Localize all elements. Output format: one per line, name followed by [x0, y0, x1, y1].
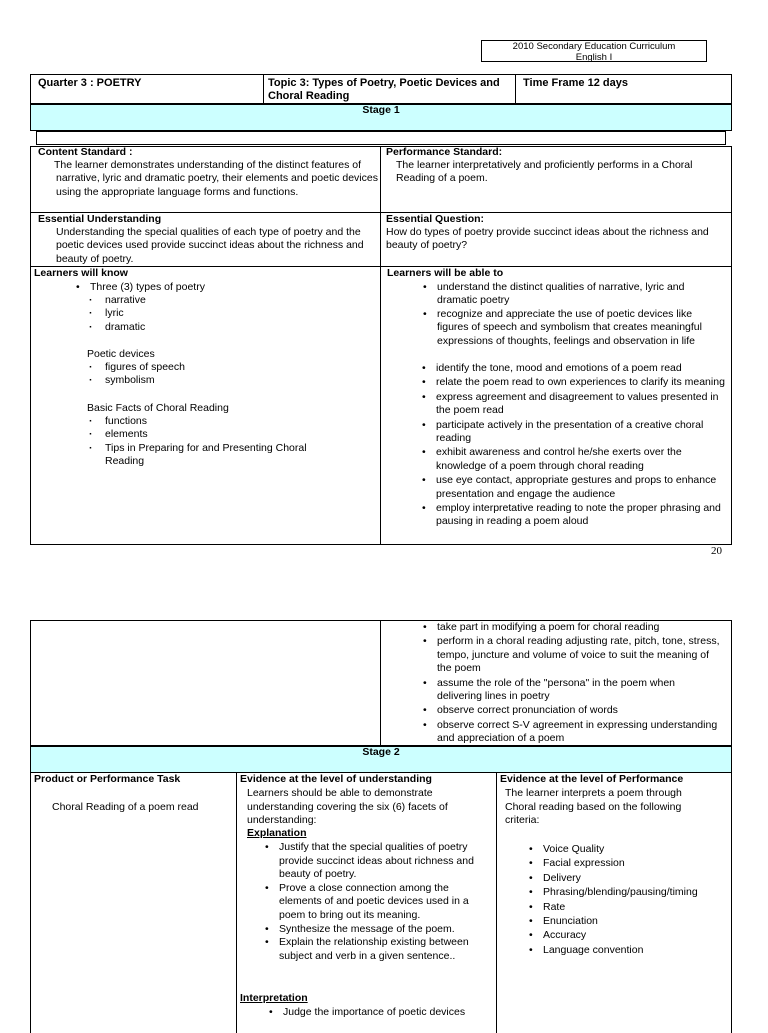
stage-1-spacer	[36, 131, 726, 145]
interpretation-title: Interpretation	[240, 992, 308, 1004]
understanding-intro: Learners should be able to demonstrate understanding covering the six (6) facets of understanding:	[247, 787, 448, 826]
essential-understanding-text: Understanding the special qualities of each type of poetry and the poetic devices used provide succinct ideas about the richness and beauty of poetry.	[56, 226, 364, 265]
list-item: • Judge the importance of poetic devices	[283, 1006, 493, 1019]
content-standard-body: The learner demonstrates understanding of the distinct features of narrative, lyric and dramatic poetry, their elements and poetic devices using the appropriate language forms and functions.	[54, 159, 378, 198]
performance-standard-title: Performance Standard:	[386, 146, 503, 158]
learners-able-title: Learners will be able to	[387, 267, 504, 279]
explanation-title: Explanation	[247, 827, 307, 839]
list-item: • Three (3) types of poetry	[90, 281, 370, 294]
topic-label: Topic 3: Types of Poetry, Poetic Devices and Choral Reading	[268, 77, 500, 102]
stage-2-col-divider-1	[236, 773, 237, 1033]
performance-standard-text: The learner interpretatively and proficiently performs in a Choral Reading of a poem.	[396, 159, 693, 185]
essential-question-text: How do types of poetry provide succinct ideas about the richness and beauty of poetry?	[386, 226, 709, 252]
content-standard-text	[56, 159, 378, 199]
able-list	[437, 281, 721, 308]
list-item: • Accuracy	[543, 928, 729, 942]
continued-col-divider	[380, 620, 381, 746]
choral-facts-title: Basic Facts of Choral Reading	[87, 402, 229, 414]
list-item: • perform in a choral reading adjusting rate, pitch, tone, stress, tempo, juncture and volume of voice to suit the meaning of the poem	[437, 635, 721, 675]
list-item: • Justify that the special qualities of poetry provide succinct ideas about richness and beauty of poetry.	[279, 841, 493, 882]
stage-1-col-divider	[380, 146, 381, 545]
able-continued-list	[437, 621, 721, 746]
list-item: · narrative	[105, 294, 365, 307]
list-item: • recognize and appreciate the use of poetic devices like figures of speech and symbolism that creates meaningful expressions of thoughts, feelings and observation in life	[437, 308, 713, 348]
page-number: 20	[711, 545, 722, 557]
stage-1-label: Stage 1	[362, 104, 400, 116]
stage-2-label: Stage 2	[362, 746, 400, 758]
list-item: • Rate	[543, 900, 729, 914]
timeframe-label: Time Frame 12 days	[523, 77, 628, 89]
list-item: • Synthesize the message of the poem.	[279, 923, 493, 937]
poetry-types-list	[105, 294, 365, 334]
list-item: • identify the tone, mood and emotions of a poem read	[436, 362, 726, 375]
list-item: • Voice Quality	[543, 842, 729, 856]
list-item: • use eye contact, appropriate gestures and props to enhance presentation and engage the audience	[436, 474, 726, 501]
performance-intro: The learner interprets a poem through Choral reading based on the following criteria:	[505, 787, 682, 826]
list-item: • Delivery	[543, 871, 729, 885]
list-item: • understand the distinct qualities of narrative, lyric and dramatic poetry	[437, 281, 721, 308]
stage-2-right-border	[731, 773, 732, 1033]
stage-2-left-border	[30, 773, 31, 1033]
curriculum-title: 2010 Secondary Education Curriculum	[512, 41, 676, 52]
curriculum-header-box	[481, 40, 707, 62]
list-item: • participate actively in the presentation of a creative choral reading	[436, 419, 726, 446]
list-item: • Phrasing/blending/pausing/timing	[543, 885, 729, 899]
learners-know-title: Learners will know	[34, 267, 128, 279]
interpretation-list	[283, 1006, 493, 1019]
quarter-label: Quarter 3 : POETRY	[38, 77, 142, 89]
list-item: • Language convention	[543, 943, 729, 957]
list-item: · lyric	[105, 307, 365, 320]
product-task-text: Choral Reading of a poem read	[52, 801, 199, 813]
list-item: • Prove a close connection among the elements of and poetic devices used in a poem to bring out its meaning.	[279, 882, 493, 923]
curriculum-subject: English I	[575, 52, 613, 63]
list-item: • exhibit awareness and control he/she exerts over the knowledge of a poem through choral reading	[436, 446, 726, 473]
list-item: • take part in modifying a poem for choral reading	[437, 621, 721, 634]
title-divider-1	[263, 74, 264, 104]
list-item: · functions	[105, 415, 345, 428]
able-list-2	[437, 308, 713, 348]
poetic-devices-title: Poetic devices	[87, 348, 155, 360]
list-item: • employ interpretative reading to note the proper phrasing and pausing in reading a poem aloud	[436, 502, 726, 529]
list-item: · figures of speech	[105, 361, 365, 374]
essential-question-title: Essential Question:	[386, 213, 485, 225]
list-item: • Enunciation	[543, 914, 729, 928]
list-item: • relate the poem read to own experiences to clarify its meaning	[436, 376, 726, 389]
list-item: · Tips in Preparing for and Presenting Choral Reading	[105, 442, 345, 469]
choral-facts-list	[105, 415, 345, 469]
list-item: · dramatic	[105, 321, 365, 334]
list-item: • Facial expression	[543, 856, 729, 870]
performance-criteria-list	[543, 842, 729, 957]
essential-understanding-title: Essential Understanding	[38, 213, 162, 225]
list-item: • observe correct pronunciation of words	[437, 704, 721, 717]
list-item: • observe correct S-V agreement in expressing understanding and appreciation of a poem	[437, 719, 721, 746]
list-item: · elements	[105, 428, 345, 441]
able-list-3	[436, 362, 726, 529]
list-item: • express agreement and disagreement to values presented in the poem read	[436, 391, 726, 418]
list-item: · symbolism	[105, 374, 365, 387]
title-divider-2	[515, 74, 516, 104]
stage-2-col-divider-2	[496, 773, 497, 1033]
explanation-list	[279, 841, 493, 963]
list-item: • Explain the relationship existing between subject and verb in a given sentence..	[279, 936, 493, 963]
product-task-title: Product or Performance Task	[34, 773, 181, 785]
understanding-evidence-title: Evidence at the level of understanding	[240, 773, 432, 785]
list-item: • assume the role of the "persona" in the poem when delivering lines in poetry	[437, 677, 721, 704]
content-standard-title: Content Standard :	[38, 146, 133, 158]
poetic-devices-list	[105, 361, 365, 388]
know-bullet-list	[90, 281, 370, 294]
performance-evidence-title: Evidence at the level of Performance	[500, 773, 684, 785]
